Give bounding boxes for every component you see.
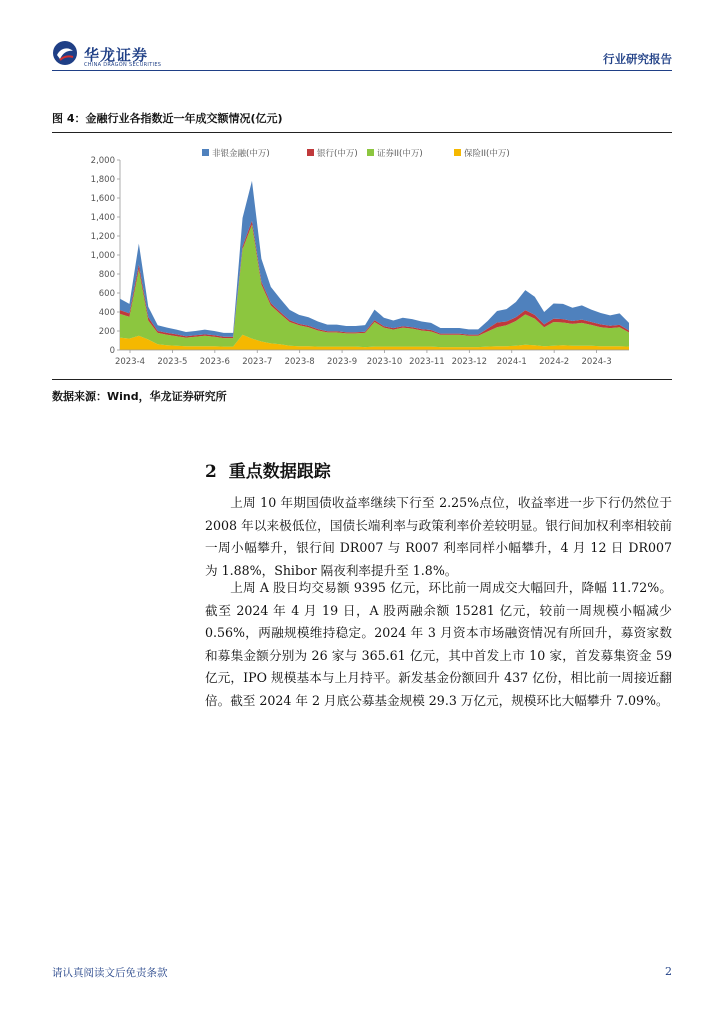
section-number: 2 (205, 462, 217, 482)
report-type: 行业研究报告 (603, 52, 672, 66)
page-header (52, 40, 672, 72)
x-tick-label: 2023-9 (327, 357, 358, 367)
legend-label: 非银金融(中万) (212, 149, 270, 159)
y-tick-label: 0 (109, 346, 115, 356)
series-area-非银金融(中万) (120, 181, 629, 337)
y-tick-label: 600 (98, 289, 115, 299)
x-tick-label: 2023-6 (199, 357, 230, 367)
y-tick-label: 200 (98, 327, 115, 337)
y-tick-label: 1,000 (90, 251, 115, 261)
figure-bottom-rule (52, 379, 672, 380)
x-tick-label: 2023-5 (157, 357, 188, 367)
legend-label: 银行(中万) (317, 149, 358, 159)
section-title: 重点数据跟踪 (228, 462, 331, 482)
series-area-银行(中万) (120, 221, 629, 338)
y-tick-label: 800 (98, 270, 115, 280)
x-tick-label: 2023-4 (114, 357, 146, 367)
y-tick-label: 1,400 (90, 213, 115, 223)
figure-caption: 图 4：金融行业各指数近一年成交额情况(亿元) (52, 112, 283, 125)
series-area-证券II(中万) (120, 225, 629, 348)
x-tick-label: 2023-7 (242, 357, 273, 367)
y-tick-label: 2,000 (90, 156, 115, 166)
paragraph-rates: 上周 10 年期国债收益率继续下行至 2.25%点位，收益率进一步下行仍然位于 2008 年以来极低位，国债长端利率与政策利率价差较明显。银行间加权利率相较前一周小幅攀升，银行间 DR007 与 R007 利率同样小幅攀升，4 月 12 日 DR007 为 1.88%，Shibor 隔夜利率提升至 1.8%。 (205, 495, 672, 578)
header-divider (52, 70, 672, 71)
legend-swatch (367, 149, 374, 156)
legend-swatch (307, 149, 314, 156)
paragraph-market: 上周 A 股日均交易额 9395 亿元，环比前一周成交大幅回升，降幅 11.72%。截至 2024 年 4 月 19 日，A 股两融余额 15281 亿元，较前一周规模小幅减少 0.56%，两融规模维持稳定。2024 年 3 月资本市场融资情况有所回升，募资家数和募集金额分别为 26 家与 365.61 亿元，其中首发上市 10 家，首发募集资金 59 亿元，IPO 规模基本与上月持平。新发基金份额回升 437 亿份，相比前一周接近翻倍。截至 2024 年 2 月底公募基金规模 29.3 万亿元，规模环比大幅攀升 7.09%。 (205, 580, 672, 708)
company-logo-icon (52, 40, 78, 66)
legend-label: 保险II(中万) (464, 149, 510, 159)
brand-english-name: CHINA DRAGON SECURITIES (84, 62, 162, 68)
x-tick-label: 2023-8 (284, 357, 315, 367)
x-tick-label: 2024-3 (581, 357, 612, 367)
y-tick-label: 400 (98, 308, 115, 318)
page-number: 2 (665, 965, 672, 978)
y-tick-label: 1,600 (90, 194, 115, 204)
x-tick-label: 2023-12 (451, 357, 488, 367)
x-tick-label: 2023-11 (409, 357, 445, 367)
legend-swatch (454, 149, 461, 156)
x-tick-label: 2023-10 (366, 357, 403, 367)
y-tick-label: 1,200 (90, 232, 115, 242)
figure-source: 数据来源：Wind，华龙证券研究所 (52, 390, 227, 403)
x-tick-label: 2024-1 (496, 357, 527, 367)
footer-disclaimer: 请认真阅读文后免责条款 (52, 967, 168, 979)
turnover-area-chart (52, 138, 672, 376)
brand-name: 华龙证券 (84, 46, 149, 64)
legend-label: 证券II(中万) (377, 149, 423, 159)
figure-top-rule (52, 132, 672, 133)
y-tick-label: 1,800 (90, 175, 115, 185)
x-tick-label: 2024-2 (539, 357, 570, 367)
section-heading (205, 457, 331, 482)
legend-swatch (202, 149, 209, 156)
